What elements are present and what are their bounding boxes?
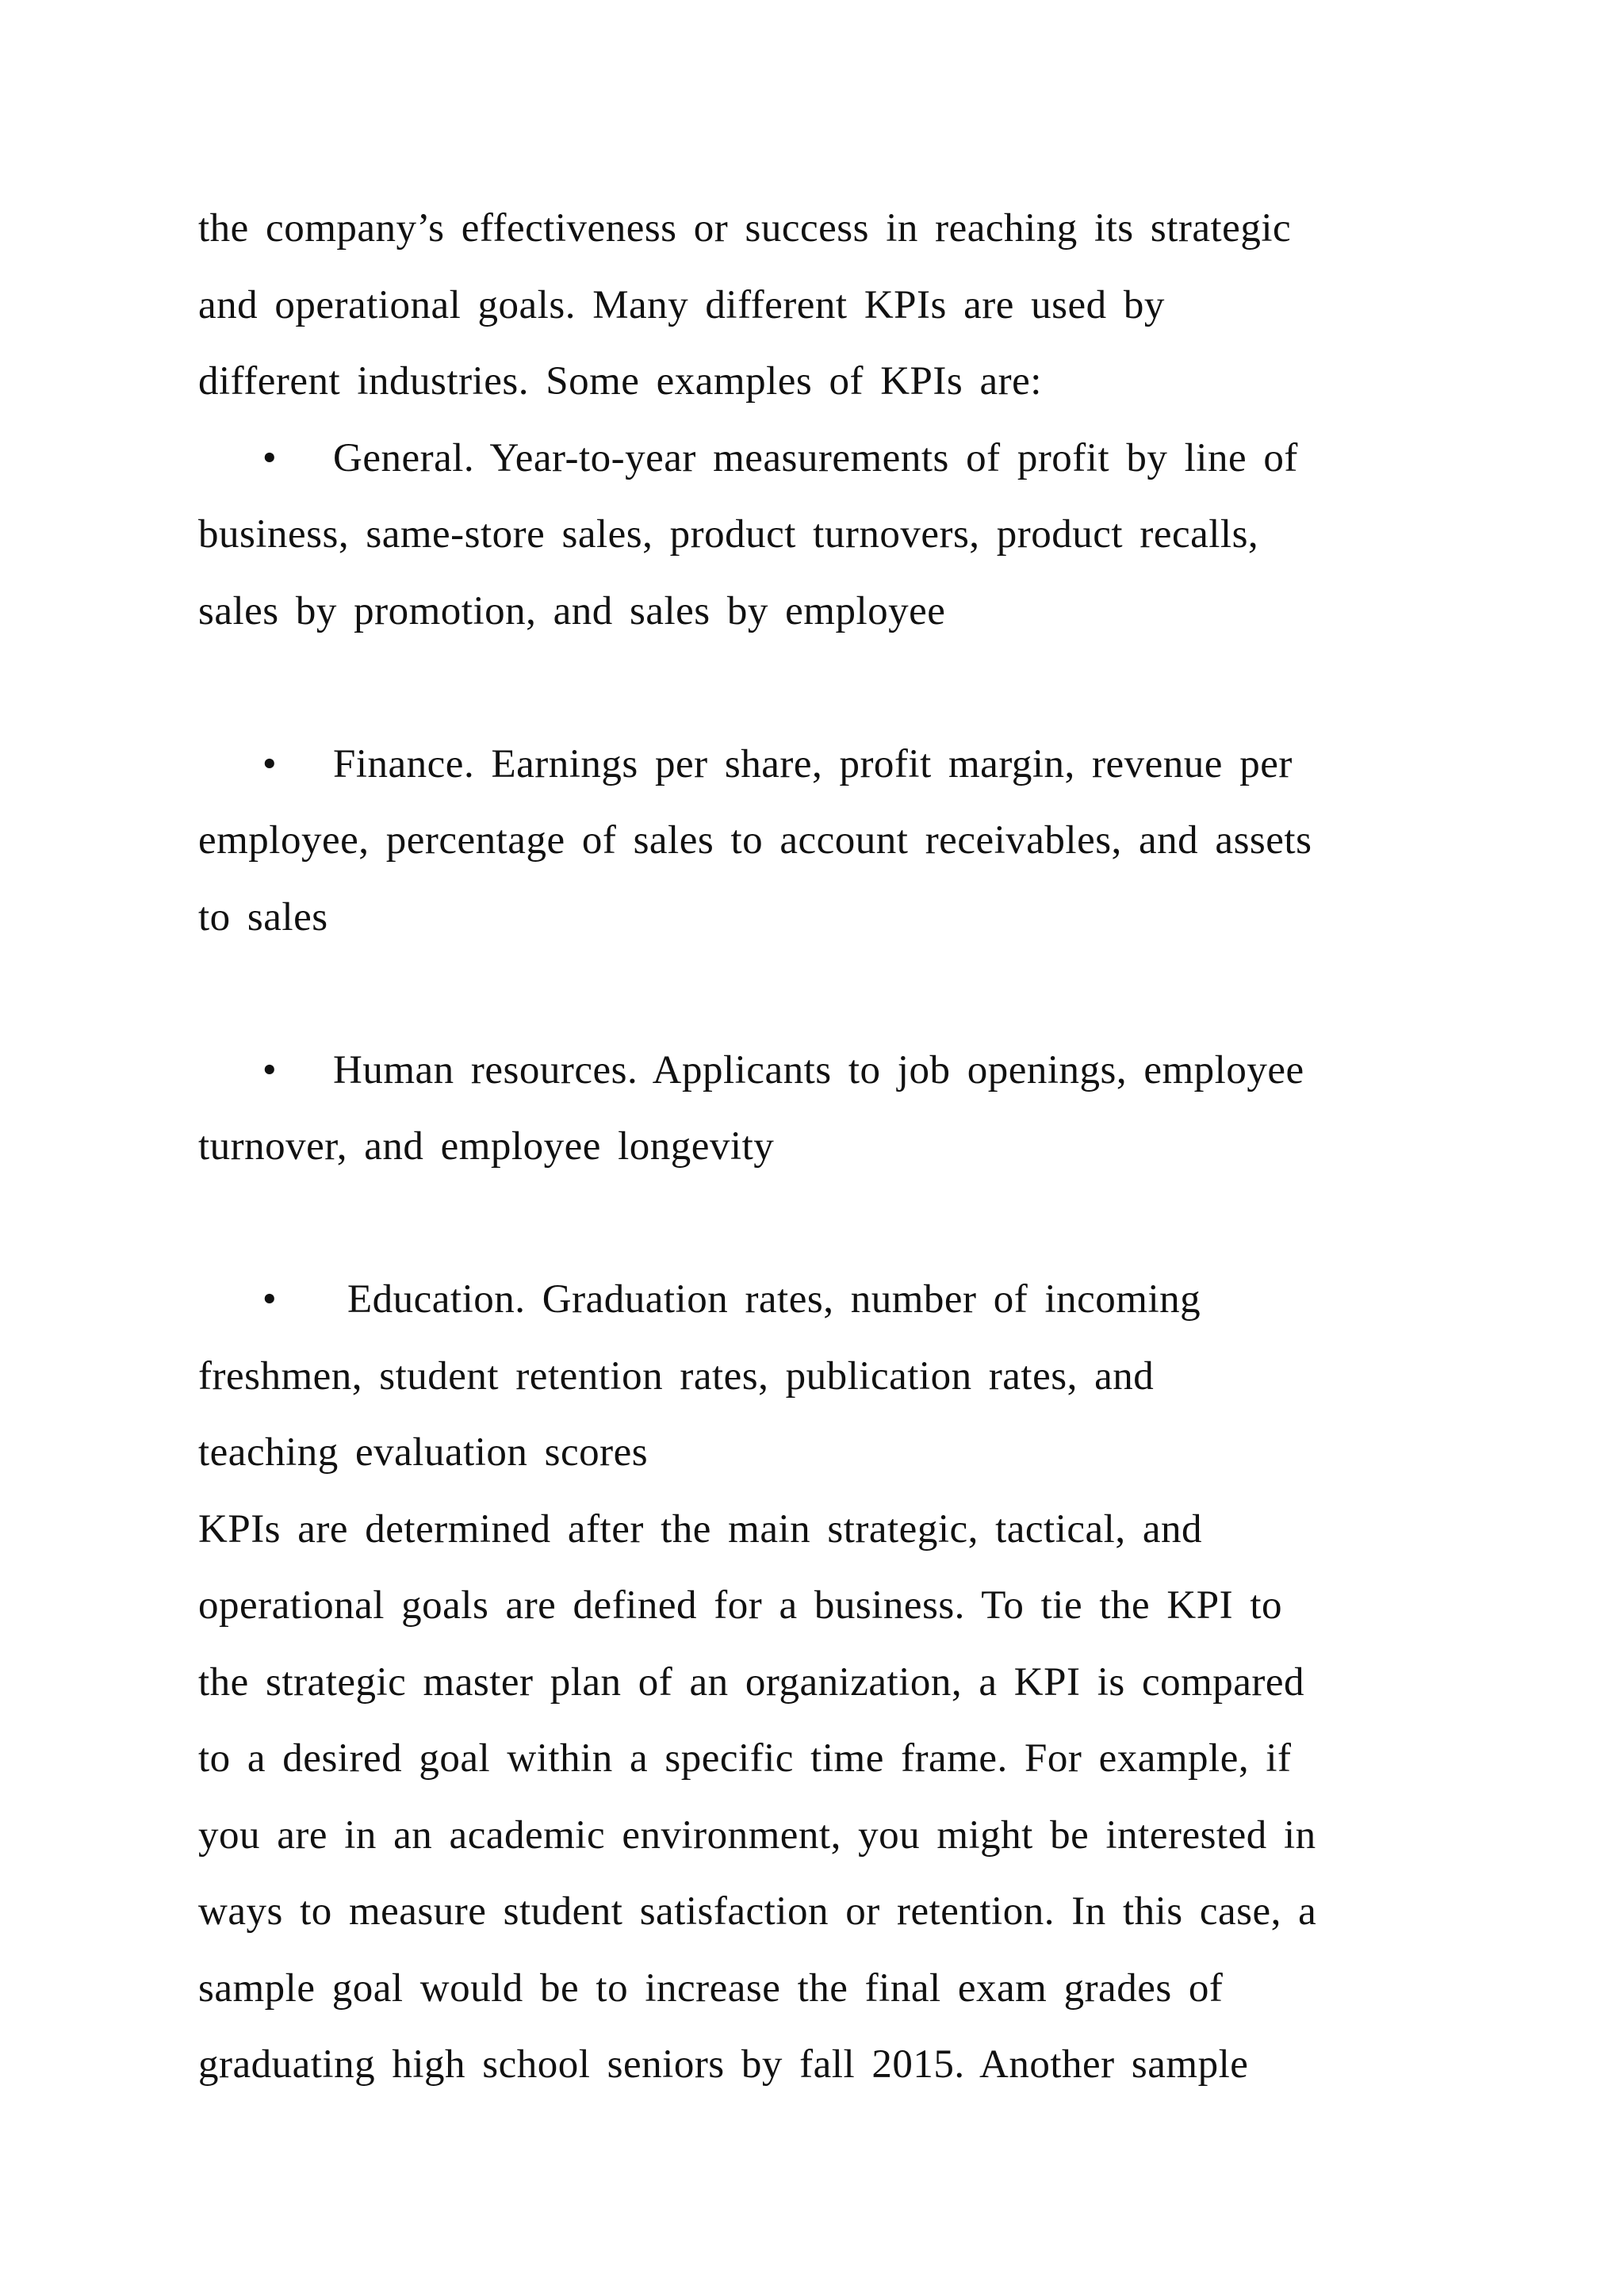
bullet-first-line: Human resources. Applicants to job openings, employee	[333, 1047, 1304, 1093]
paragraph-gap	[198, 1185, 1435, 1262]
text-line: KPIs are determined after the main strategic, tactical, and	[198, 1506, 1202, 1552]
text-line: turnover, and employee longevity	[198, 1124, 775, 1169]
text-line: to sales	[198, 894, 328, 939]
bullet-first-line: Finance. Earnings per share, profit margin, revenue per	[333, 741, 1293, 786]
closing-paragraph	[198, 1491, 1435, 2103]
text-line: business, same-store sales, product turnovers, product recalls,	[198, 512, 1259, 557]
bullet-icon: •	[262, 435, 278, 480]
bullet-first-line: General. Year-to-year measurements of profit by line of	[333, 435, 1298, 480]
bullet-item-human-resources	[198, 1032, 1435, 1185]
text-line: freshmen, student retention rates, publication rates, and	[198, 1353, 1155, 1399]
text-line: graduating high school seniors by fall 2015. Another sample	[198, 2042, 1249, 2087]
bullet-icon: •	[262, 1277, 278, 1322]
text-line: different industries. Some examples of KPIs are:	[198, 359, 1042, 404]
text-line: and operational goals. Many different KPIs are used by	[198, 282, 1165, 327]
text-line: the strategic master plan of an organization, a KPI is compared	[198, 1659, 1305, 1705]
bullet-item-general	[198, 420, 1435, 650]
paragraph-gap	[198, 955, 1435, 1032]
text-line: sales by promotion, and sales by employee	[198, 588, 946, 633]
text-line: the company’s effectiveness or success in reaching its strategic	[198, 206, 1292, 251]
text-line: employee, percentage of sales to account receivables, and assets	[198, 818, 1312, 863]
document-body	[198, 190, 1435, 2103]
bullet-item-education	[198, 1261, 1435, 1491]
text-line: teaching evaluation scores	[198, 1430, 649, 1475]
bullet-first-line: Education. Graduation rates, number of incoming	[347, 1277, 1201, 1322]
text-line: ways to measure student satisfaction or retention. In this case, a	[198, 1889, 1317, 1934]
bullet-icon: •	[262, 741, 278, 786]
text-line: sample goal would be to increase the final exam grades of	[198, 1965, 1224, 2011]
bullet-icon: •	[262, 1047, 278, 1093]
intro-paragraph	[198, 190, 1435, 420]
bullet-item-finance	[198, 726, 1435, 956]
text-line: to a desired goal within a specific time frame. For example, if	[198, 1736, 1292, 1781]
text-line: operational goals are defined for a business. To tie the KPI to	[198, 1583, 1282, 1628]
paragraph-gap	[198, 649, 1435, 726]
text-line: you are in an academic environment, you might be interested in	[198, 1812, 1316, 1858]
